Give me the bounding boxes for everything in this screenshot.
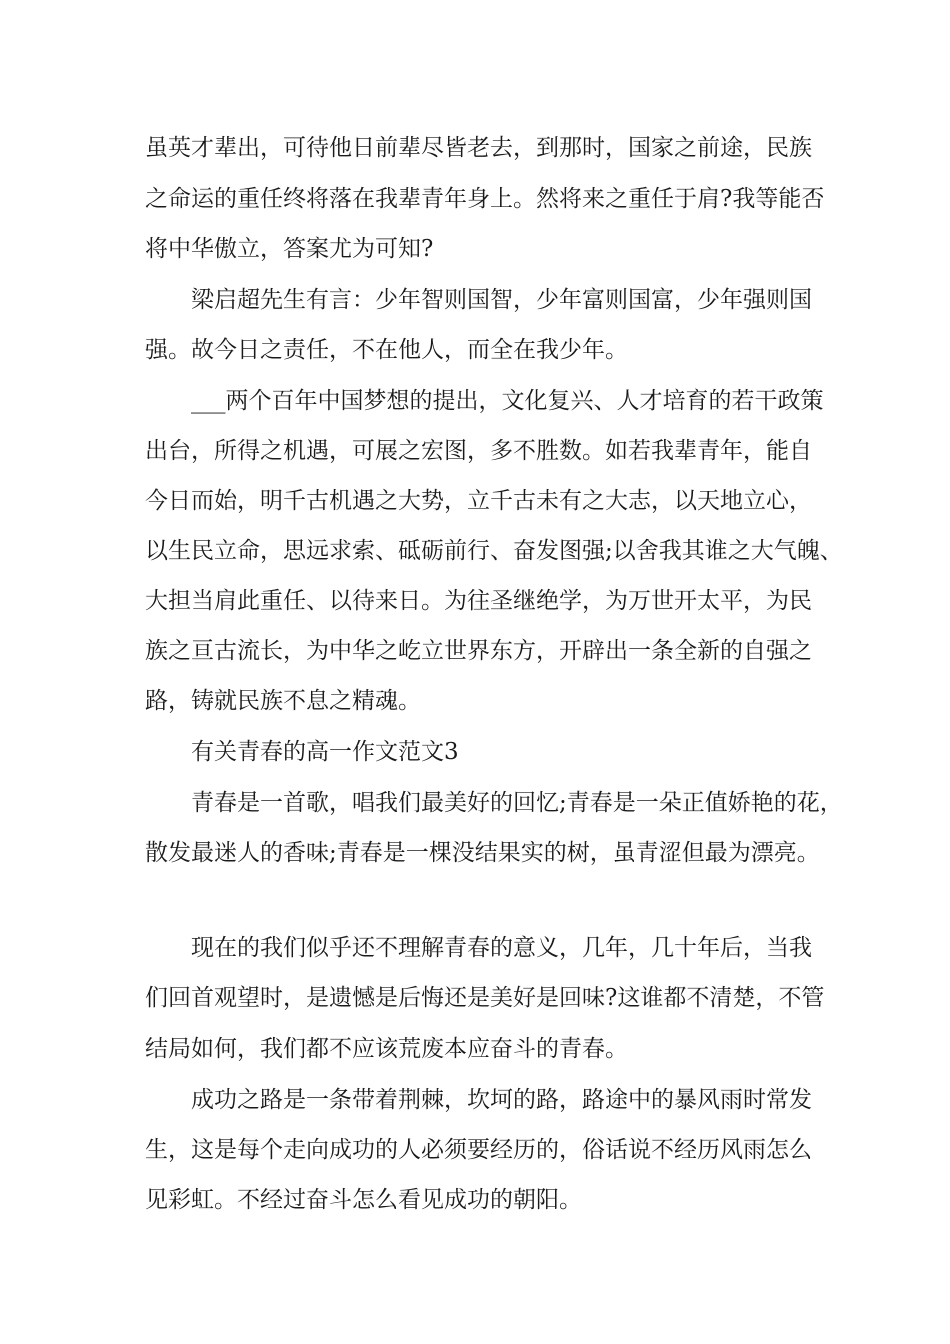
text-line: 强。故今日之责任，不在他人，而全在我少年。 bbox=[145, 337, 628, 363]
text-line: 青春是一首歌，唱我们最美好的回忆;青春是一朵正值娇艳的花， bbox=[191, 790, 843, 816]
text-line: 路，铸就民族不息之精魂。 bbox=[145, 688, 421, 714]
text-line: 成功之路是一条带着荆棘，坎坷的路，路途中的暴风雨时常发 bbox=[191, 1087, 812, 1113]
text-line: 梁启超先生有言：少年智则国智，少年富则国富，少年强则国 bbox=[191, 287, 812, 313]
text-line: 今日而始，明千古机遇之大势，立千古未有之大志，以天地立心， bbox=[145, 488, 812, 514]
text-line: 出台，所得之机遇，可展之宏图，多不胜数。如若我辈青年，能自 bbox=[145, 438, 812, 464]
text-line: 生，这是每个走向成功的人必须要经历的，俗话说不经历风雨怎么 bbox=[145, 1137, 812, 1163]
text-line: 散发最迷人的香味;青春是一棵没结果实的树，虽青涩但最为漂亮。 bbox=[145, 840, 820, 866]
text-line: 将中华傲立，答案尤为可知? bbox=[145, 236, 434, 262]
text-line: ___两个百年中国梦想的提出，文化复兴、人才培育的若干政策 bbox=[191, 388, 824, 414]
text-line: 结局如何，我们都不应该荒废本应奋斗的青春。 bbox=[145, 1036, 628, 1062]
text-line: 族之亘古流长，为中华之屹立世界东方，开辟出一条全新的自强之 bbox=[145, 638, 812, 664]
text-line: 大担当肩此重任、以待来日。为往圣继绝学，为万世开太平，为民 bbox=[145, 588, 812, 614]
text-line: 虽英才辈出，可待他日前辈尽皆老去，到那时，国家之前途，民族 bbox=[145, 135, 812, 161]
text-line: 见彩虹。不经过奋斗怎么看见成功的朝阳。 bbox=[145, 1187, 582, 1213]
text-line: 们回首观望时，是遗憾是后悔还是美好是回味?这谁都不清楚，不管 bbox=[145, 985, 825, 1011]
text-line: 以生民立命，思远求索、砥砺前行、奋发图强;以舍我其谁之大气魄、 bbox=[145, 538, 843, 564]
section-heading: 有关青春的高一作文范文3 bbox=[191, 739, 459, 765]
text-line: 之命运的重任终将落在我辈青年身上。然将来之重任于肩?我等能否 bbox=[145, 186, 825, 212]
text-line: 现在的我们似乎还不理解青春的意义，几年，几十年后，当我 bbox=[191, 935, 812, 961]
